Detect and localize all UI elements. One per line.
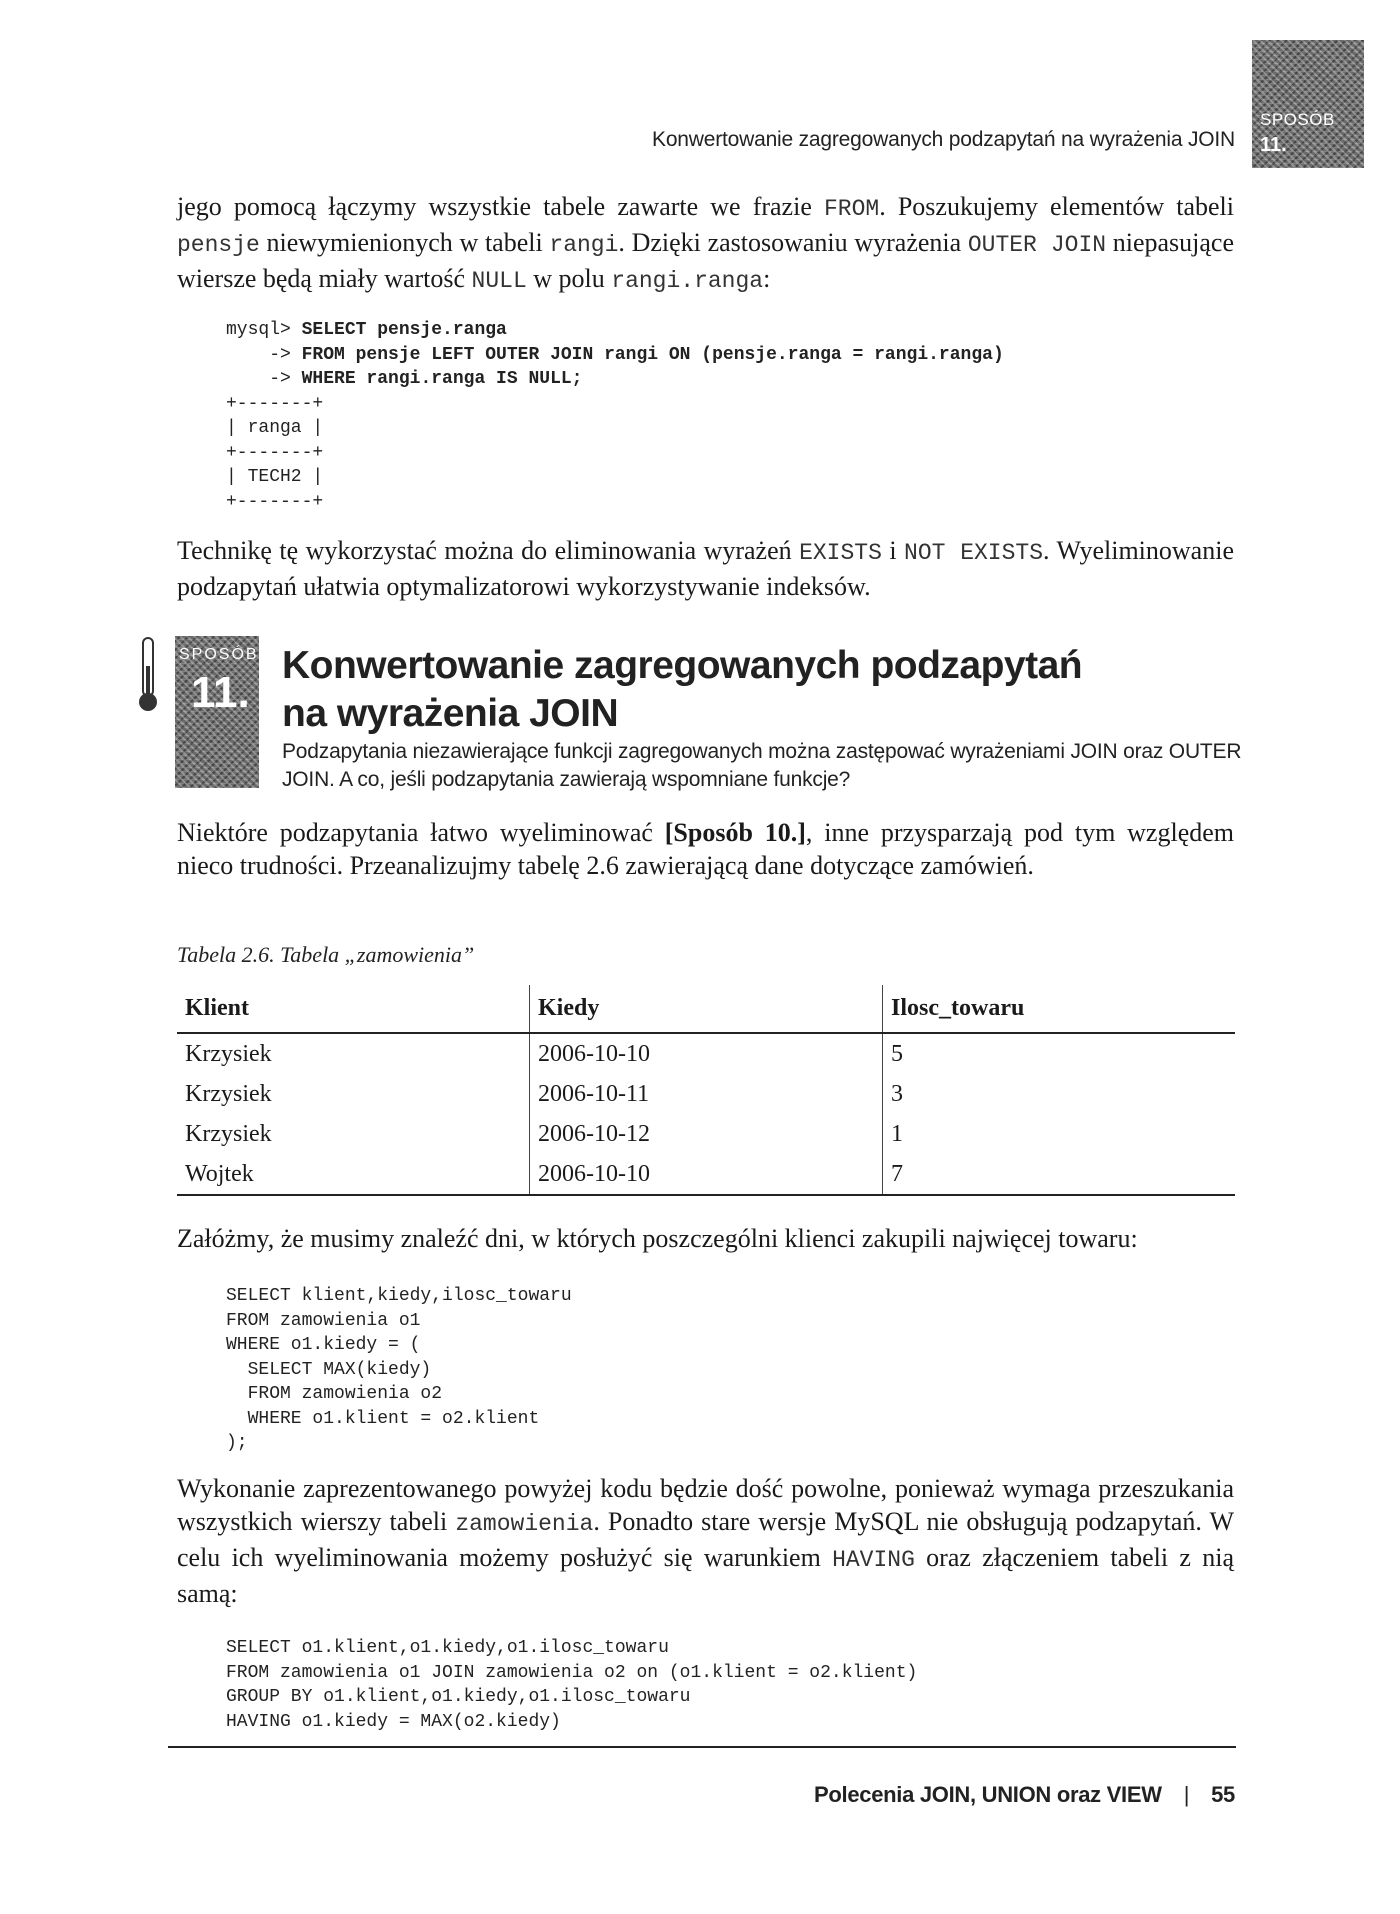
intro-code-from: FROM bbox=[823, 196, 880, 222]
section-tab-label: SPOSÓB bbox=[179, 646, 259, 663]
intro-text-7: : bbox=[763, 264, 771, 293]
mysql-line-1: SELECT pensje.ranga bbox=[301, 320, 507, 340]
mysql-prompt: mysql> bbox=[226, 320, 302, 340]
section-description: Podzapytania niezawierające funkcji zagregowanych można zastępować wyrażeniami JOIN oraz OUTER JOIN. A co, jeśli podzapytania zawierają wspomniane funkcje? bbox=[282, 740, 1242, 791]
table-cell: 5 bbox=[883, 1033, 1236, 1074]
table-header-ilosc: Ilosc_towaru bbox=[883, 985, 1236, 1033]
table-cell: Krzysiek bbox=[185, 1040, 272, 1067]
table-cell: Krzysiek bbox=[185, 1080, 272, 1107]
paragraph-assume: Załóżmy, że musimy znaleźć dni, w których poszczególni klienci zakupili najwięcej towaru: bbox=[177, 1224, 1138, 1253]
para5-code-zamowienia: zamowienia bbox=[455, 1511, 594, 1537]
intro-paragraph bbox=[177, 190, 1234, 298]
table-header-klient: Klient bbox=[177, 985, 530, 1033]
footer-separator: | bbox=[1183, 1782, 1190, 1807]
table-cell: 1 bbox=[883, 1114, 1236, 1154]
para2-text-3: . Wyeliminowanie podzapytań ułatwia optymalizatorowi wykorzystywanie indeksów. bbox=[177, 536, 1234, 601]
table-header-row bbox=[177, 985, 1235, 1033]
mysql-line-3: WHERE rangi.ranga IS NULL; bbox=[301, 369, 583, 389]
table-cell: 2006-10-10 bbox=[530, 1033, 883, 1074]
section-title-line-2: na wyrażenia JOIN bbox=[282, 692, 619, 735]
table-cell: 2006-10-11 bbox=[530, 1074, 883, 1114]
thermometer-icon bbox=[137, 636, 159, 716]
intro-text-2: . Poszukujemy elementów tabeli bbox=[879, 192, 1234, 221]
mysql-continuation-1: -> bbox=[226, 344, 302, 365]
sql-code-block-2: SELECT o1.klient,o1.kiedy,o1.ilosc_towaru FROM zamowienia o1 JOIN zamowienia o2 on (o1.klient = o2.klient) GROUP BY o1.klient,o1.kiedy,o1.ilosc_towaru HAVING o1.kiedy = MAX(o2.kiedy) bbox=[226, 1638, 918, 1732]
section-tab bbox=[175, 636, 259, 788]
table-row bbox=[177, 1074, 1235, 1114]
header-section-tab bbox=[1252, 40, 1364, 168]
table-cell: 3 bbox=[883, 1074, 1236, 1114]
table-cell: 2006-10-12 bbox=[530, 1114, 883, 1154]
para2-code-exists: EXISTS bbox=[799, 540, 882, 566]
mysql-line-2: FROM pensje LEFT OUTER JOIN rangi ON (pensje.ranga = rangi.ranga) bbox=[301, 344, 1004, 365]
para3-text-2: , inne przysparzają pod tym względem nieco trudności. Przeanalizujmy tabelę 2.6 zawierającą dane dotyczące zamówień. bbox=[177, 818, 1234, 880]
section-title-line-1: Konwertowanie zagregowanych podzapytań bbox=[282, 644, 1083, 687]
table-row bbox=[177, 1114, 1235, 1154]
para3-reference: [Sposób 10.] bbox=[664, 818, 806, 847]
mysql-output-table: +-------+ | ranga | +-------+ | TECH2 | +-------+ bbox=[226, 393, 324, 512]
para2-text-1: Technikę tę wykorzystać można do eliminowania wyrażeń bbox=[177, 536, 800, 565]
header-tab-label: SPOSÓB bbox=[1260, 110, 1335, 129]
intro-code-outer-join: OUTER JOIN bbox=[967, 232, 1107, 258]
intro-text-6: w polu bbox=[526, 264, 612, 293]
intro-code-pensje: pensje bbox=[177, 232, 260, 258]
mysql-code-block bbox=[226, 318, 1004, 514]
zamowienia-table bbox=[177, 985, 1235, 1196]
intro-code-null: NULL bbox=[471, 268, 527, 294]
paragraph-table-intro bbox=[177, 816, 1234, 882]
page-footer bbox=[600, 1782, 1235, 1808]
running-header: Konwertowanie zagregowanych podzapytań na wyrażenia JOIN bbox=[652, 128, 1235, 151]
paragraph-having bbox=[177, 1472, 1234, 1610]
intro-text-4: . Dzięki zastosowaniu wyrażenia bbox=[618, 228, 968, 257]
table-cell: Krzysiek bbox=[185, 1120, 272, 1147]
intro-text-1: jego pomocą łączymy wszystkie tabele zawarte we frazie bbox=[177, 192, 824, 221]
paragraph-exists bbox=[177, 534, 1234, 603]
table-header-kiedy: Kiedy bbox=[530, 985, 883, 1033]
table-row bbox=[177, 1033, 1235, 1074]
header-tab-number: 11. bbox=[1260, 134, 1287, 156]
para5-text-2: . Ponadto stare wersje MySQL nie obsługują podzapytań. W celu ich wyeliminowania możemy posłużyć się warunkiem bbox=[177, 1507, 1234, 1572]
table-row bbox=[177, 1154, 1235, 1195]
sql-code-block-1: SELECT klient,kiedy,ilosc_towaru FROM zamowienia o1 WHERE o1.kiedy = ( SELECT MAX(kiedy) FROM zamowienia o2 WHERE o1.klient = o2.klient ); bbox=[226, 1286, 572, 1453]
intro-code-rangi-ranga: rangi.ranga bbox=[611, 268, 764, 294]
footer-chapter-title: Polecenia JOIN, UNION oraz VIEW bbox=[814, 1782, 1162, 1807]
table-caption: Tabela 2.6. Tabela „zamowienia” bbox=[177, 942, 475, 967]
table-cell: 2006-10-10 bbox=[530, 1154, 883, 1195]
table-cell: Wojtek bbox=[177, 1154, 530, 1195]
para5-text-3: oraz złączeniem tabeli z nią samą: bbox=[177, 1543, 1234, 1608]
table-cell: 7 bbox=[883, 1154, 1236, 1195]
mysql-continuation-2: -> bbox=[226, 369, 302, 389]
footer-rule bbox=[168, 1746, 1236, 1748]
intro-text-3: niewymienionych w tabeli bbox=[259, 228, 550, 257]
para3-text-1: Niektóre podzapytania łatwo wyeliminować bbox=[177, 818, 665, 847]
section-title bbox=[282, 642, 1242, 738]
para5-text-1: Wykonanie zaprezentowanego powyżej kodu będzie dość powolne, ponieważ wymaga przeszukania wszystkich wierszy tabeli bbox=[177, 1474, 1234, 1536]
para5-code-having: HAVING bbox=[832, 1547, 915, 1573]
section-tab-number: 11. bbox=[191, 668, 250, 717]
page-number: 55 bbox=[1211, 1782, 1235, 1807]
para2-code-not-exists: NOT EXISTS bbox=[904, 540, 1044, 566]
intro-text-5: niepasujące wiersze będą miały wartość bbox=[177, 228, 1235, 293]
para2-text-2: i bbox=[881, 536, 905, 565]
intro-code-rangi: rangi bbox=[549, 232, 619, 258]
